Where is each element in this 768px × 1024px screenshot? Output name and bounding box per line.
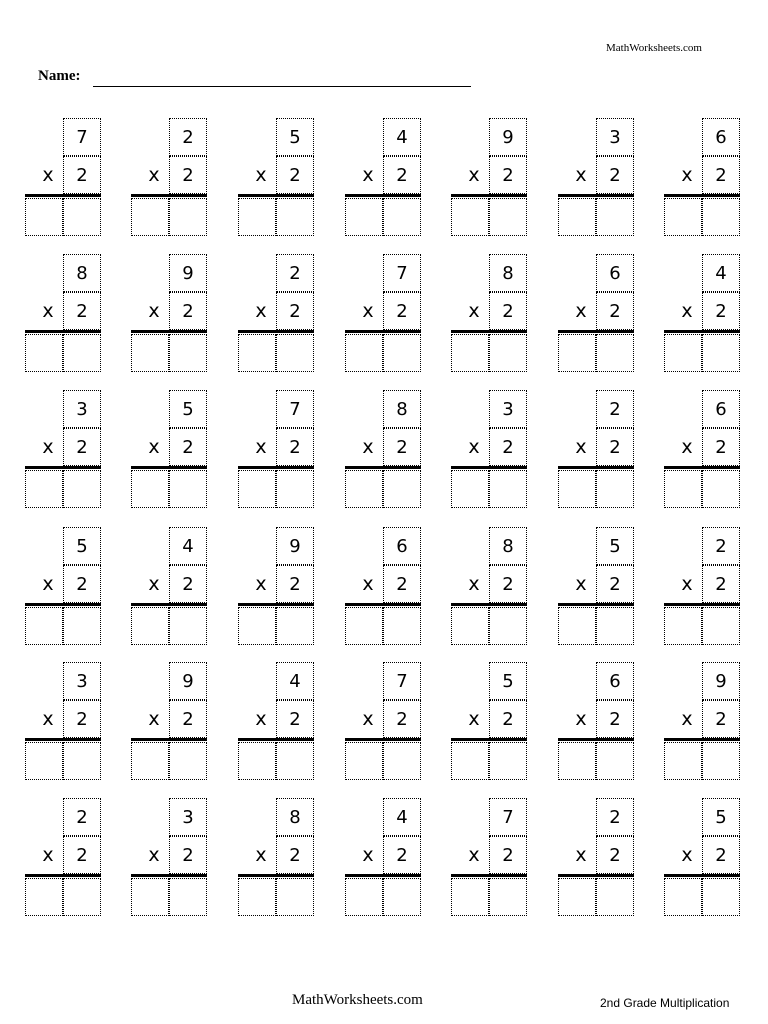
multiplier-box: 2: [63, 836, 101, 874]
answer-line: [345, 738, 421, 741]
multiplier-box: 2: [489, 156, 527, 194]
multiplicand-box: 9: [702, 662, 740, 700]
multiplicand-box: 7: [383, 254, 421, 292]
answer-ones-box[interactable]: [702, 742, 740, 780]
answer-tens-box[interactable]: [238, 607, 276, 645]
multiply-sign: x: [255, 573, 267, 595]
multiplier-box: 2: [489, 836, 527, 874]
multiplicand-box: 4: [276, 662, 314, 700]
multiplier-box: 2: [169, 156, 207, 194]
multiplicand-box: 6: [702, 118, 740, 156]
answer-tens-box[interactable]: [664, 198, 702, 236]
multiplier-box: 2: [169, 428, 207, 466]
answer-line: [451, 874, 527, 877]
multiply-sign: x: [148, 164, 160, 186]
answer-ones-box[interactable]: [383, 742, 421, 780]
answer-line: [25, 194, 101, 197]
multiplier-box: 2: [702, 565, 740, 603]
multiplicand-box: 5: [169, 390, 207, 428]
multiplicand-box: 3: [596, 118, 634, 156]
answer-ones-box[interactable]: [489, 470, 527, 508]
problem: [558, 662, 634, 782]
answer-tens-box[interactable]: [131, 470, 169, 508]
multiply-sign: x: [255, 844, 267, 866]
answer-tens-box[interactable]: [558, 742, 596, 780]
multiplicand-box: 7: [489, 798, 527, 836]
problem: [345, 527, 421, 647]
answer-ones-box[interactable]: [169, 742, 207, 780]
problem: [664, 662, 740, 782]
answer-line: [451, 194, 527, 197]
multiplier-box: 2: [169, 292, 207, 330]
multiplier-box: 2: [169, 565, 207, 603]
problem: [238, 254, 314, 374]
answer-tens-box[interactable]: [451, 742, 489, 780]
problem: [345, 662, 421, 782]
problem: [451, 390, 527, 510]
multiply-sign: x: [148, 844, 160, 866]
answer-tens-box[interactable]: [451, 878, 489, 916]
multiply-sign: x: [362, 573, 374, 595]
multiplicand-box: 2: [63, 798, 101, 836]
answer-line: [451, 738, 527, 741]
multiply-sign: x: [255, 708, 267, 730]
answer-ones-box[interactable]: [276, 198, 314, 236]
problem: [238, 390, 314, 510]
answer-ones-box[interactable]: [63, 334, 101, 372]
answer-tens-box[interactable]: [451, 334, 489, 372]
multiply-sign: x: [42, 164, 54, 186]
multiply-sign: x: [468, 844, 480, 866]
answer-tens-box[interactable]: [345, 607, 383, 645]
multiplier-box: 2: [596, 292, 634, 330]
multiply-sign: x: [468, 300, 480, 322]
multiply-sign: x: [42, 708, 54, 730]
multiplier-box: 2: [276, 700, 314, 738]
problem: [558, 798, 634, 918]
answer-tens-box[interactable]: [131, 878, 169, 916]
multiplier-box: 2: [63, 565, 101, 603]
answer-tens-box[interactable]: [451, 470, 489, 508]
multiplicand-box: 5: [596, 527, 634, 565]
answer-tens-box[interactable]: [238, 470, 276, 508]
answer-line: [25, 738, 101, 741]
multiply-sign: x: [148, 708, 160, 730]
answer-tens-box[interactable]: [345, 334, 383, 372]
answer-ones-box[interactable]: [596, 607, 634, 645]
answer-line: [664, 330, 740, 333]
answer-line: [131, 330, 207, 333]
multiplicand-box: 9: [169, 254, 207, 292]
multiplier-box: 2: [702, 700, 740, 738]
multiplicand-box: 9: [169, 662, 207, 700]
answer-line: [558, 874, 634, 877]
multiplicand-box: 5: [489, 662, 527, 700]
answer-ones-box[interactable]: [702, 198, 740, 236]
multiplicand-box: 2: [276, 254, 314, 292]
site-footer-text: MathWorksheets.com: [292, 992, 423, 1008]
answer-ones-box[interactable]: [63, 878, 101, 916]
answer-ones-box[interactable]: [169, 878, 207, 916]
answer-ones-box[interactable]: [276, 334, 314, 372]
multiplier-box: 2: [489, 700, 527, 738]
answer-line: [664, 603, 740, 606]
answer-tens-box[interactable]: [664, 470, 702, 508]
multiplicand-box: 7: [276, 390, 314, 428]
answer-tens-box[interactable]: [664, 878, 702, 916]
multiplier-box: 2: [276, 428, 314, 466]
answer-line: [238, 194, 314, 197]
multiplier-box: 2: [489, 292, 527, 330]
multiplicand-box: 6: [596, 662, 634, 700]
answer-line: [664, 466, 740, 469]
answer-line: [131, 874, 207, 877]
problem: [664, 527, 740, 647]
multiplier-box: 2: [169, 836, 207, 874]
answer-tens-box[interactable]: [558, 470, 596, 508]
multiply-sign: x: [42, 573, 54, 595]
multiplier-box: 2: [383, 156, 421, 194]
multiplier-box: 2: [276, 565, 314, 603]
answer-line: [664, 874, 740, 877]
multiply-sign: x: [575, 573, 587, 595]
problem: [664, 390, 740, 510]
answer-line: [131, 738, 207, 741]
answer-line: [345, 466, 421, 469]
answer-tens-box[interactable]: [25, 470, 63, 508]
multiplicand-box: 4: [383, 118, 421, 156]
multiplicand-box: 5: [276, 118, 314, 156]
problem: [451, 527, 527, 647]
multiply-sign: x: [42, 436, 54, 458]
answer-line: [664, 738, 740, 741]
multiplier-box: 2: [276, 836, 314, 874]
answer-tens-box[interactable]: [25, 878, 63, 916]
multiply-sign: x: [468, 436, 480, 458]
answer-ones-box[interactable]: [169, 198, 207, 236]
multiply-sign: x: [148, 436, 160, 458]
answer-ones-box[interactable]: [276, 742, 314, 780]
multiplicand-box: 9: [489, 118, 527, 156]
multiply-sign: x: [42, 300, 54, 322]
answer-tens-box[interactable]: [451, 607, 489, 645]
answer-ones-box[interactable]: [596, 334, 634, 372]
multiply-sign: x: [362, 300, 374, 322]
multiplicand-box: 6: [596, 254, 634, 292]
answer-line: [345, 194, 421, 197]
answer-tens-box[interactable]: [25, 334, 63, 372]
answer-line: [558, 194, 634, 197]
answer-tens-box[interactable]: [238, 198, 276, 236]
multiplier-box: 2: [596, 836, 634, 874]
answer-tens-box[interactable]: [238, 878, 276, 916]
answer-tens-box[interactable]: [451, 198, 489, 236]
problem: [451, 798, 527, 918]
multiplier-box: 2: [383, 428, 421, 466]
problem: [345, 390, 421, 510]
problem: [345, 254, 421, 374]
problem: [131, 254, 207, 374]
problem: [558, 527, 634, 647]
multiply-sign: x: [468, 573, 480, 595]
answer-tens-box[interactable]: [345, 742, 383, 780]
answer-ones-box[interactable]: [276, 607, 314, 645]
multiplier-box: 2: [702, 428, 740, 466]
problem: [25, 662, 101, 782]
answer-ones-box[interactable]: [383, 607, 421, 645]
multiplicand-box: 2: [702, 527, 740, 565]
multiply-sign: x: [575, 844, 587, 866]
problem: [131, 662, 207, 782]
answer-tens-box[interactable]: [131, 742, 169, 780]
multiply-sign: x: [255, 300, 267, 322]
multiply-sign: x: [362, 436, 374, 458]
problem: [238, 118, 314, 238]
multiplicand-box: 8: [383, 390, 421, 428]
multiplier-box: 2: [63, 292, 101, 330]
problem: [558, 118, 634, 238]
answer-ones-box[interactable]: [596, 470, 634, 508]
multiplicand-box: 3: [169, 798, 207, 836]
multiplicand-box: 4: [383, 798, 421, 836]
answer-tens-box[interactable]: [25, 742, 63, 780]
answer-line: [664, 194, 740, 197]
problem: [25, 254, 101, 374]
multiply-sign: x: [681, 573, 693, 595]
answer-line: [131, 603, 207, 606]
answer-ones-box[interactable]: [702, 607, 740, 645]
answer-line: [558, 738, 634, 741]
answer-line: [451, 466, 527, 469]
answer-ones-box[interactable]: [702, 878, 740, 916]
answer-line: [25, 466, 101, 469]
multiplicand-box: 7: [63, 118, 101, 156]
multiply-sign: x: [255, 436, 267, 458]
answer-tens-box[interactable]: [558, 878, 596, 916]
multiplier-box: 2: [169, 700, 207, 738]
answer-tens-box[interactable]: [131, 607, 169, 645]
answer-tens-box[interactable]: [664, 607, 702, 645]
multiply-sign: x: [681, 436, 693, 458]
answer-line: [238, 330, 314, 333]
multiplier-box: 2: [702, 292, 740, 330]
problem: [664, 254, 740, 374]
multiplier-box: 2: [489, 565, 527, 603]
problem: [451, 662, 527, 782]
multiplicand-box: 5: [63, 527, 101, 565]
multiplicand-box: 9: [276, 527, 314, 565]
answer-tens-box[interactable]: [345, 470, 383, 508]
answer-tens-box[interactable]: [558, 607, 596, 645]
multiplicand-box: 3: [63, 662, 101, 700]
problem: [25, 390, 101, 510]
multiply-sign: x: [681, 708, 693, 730]
multiplier-box: 2: [596, 700, 634, 738]
multiplier-box: 2: [276, 292, 314, 330]
multiply-sign: x: [681, 164, 693, 186]
problem: [664, 798, 740, 918]
answer-line: [25, 330, 101, 333]
problem: [131, 527, 207, 647]
multiplicand-box: 2: [596, 798, 634, 836]
answer-line: [25, 874, 101, 877]
answer-tens-box[interactable]: [25, 607, 63, 645]
multiply-sign: x: [148, 573, 160, 595]
multiply-sign: x: [362, 708, 374, 730]
answer-ones-box[interactable]: [276, 470, 314, 508]
multiply-sign: x: [681, 844, 693, 866]
answer-ones-box[interactable]: [702, 470, 740, 508]
multiply-sign: x: [468, 708, 480, 730]
answer-ones-box[interactable]: [383, 470, 421, 508]
answer-tens-box[interactable]: [131, 198, 169, 236]
problem: [558, 254, 634, 374]
answer-ones-box[interactable]: [169, 470, 207, 508]
problem: [345, 118, 421, 238]
problem: [238, 527, 314, 647]
problem: [25, 798, 101, 918]
answer-ones-box[interactable]: [596, 198, 634, 236]
answer-line: [238, 603, 314, 606]
multiplier-box: 2: [383, 700, 421, 738]
problem: [131, 390, 207, 510]
answer-ones-box[interactable]: [63, 470, 101, 508]
multiplicand-box: 3: [489, 390, 527, 428]
answer-tens-box[interactable]: [558, 198, 596, 236]
problem: [25, 118, 101, 238]
problem: [451, 118, 527, 238]
multiplier-box: 2: [702, 836, 740, 874]
multiply-sign: x: [575, 436, 587, 458]
answer-line: [238, 874, 314, 877]
answer-tens-box[interactable]: [25, 198, 63, 236]
answer-ones-box[interactable]: [383, 878, 421, 916]
problem: [238, 798, 314, 918]
multiply-sign: x: [575, 164, 587, 186]
multiply-sign: x: [681, 300, 693, 322]
answer-tens-box[interactable]: [345, 198, 383, 236]
problem: [451, 254, 527, 374]
answer-ones-box[interactable]: [489, 878, 527, 916]
answer-ones-box[interactable]: [489, 742, 527, 780]
answer-line: [131, 466, 207, 469]
multiplicand-box: 4: [702, 254, 740, 292]
answer-ones-box[interactable]: [169, 334, 207, 372]
subject-label: 2nd Grade Multiplication: [600, 996, 730, 1010]
answer-ones-box[interactable]: [489, 198, 527, 236]
answer-ones-box[interactable]: [596, 878, 634, 916]
site-header-text: MathWorksheets.com: [606, 42, 702, 54]
multiply-sign: x: [148, 300, 160, 322]
multiply-sign: x: [362, 844, 374, 866]
multiplicand-box: 2: [169, 118, 207, 156]
multiplier-box: 2: [489, 428, 527, 466]
multiplier-box: 2: [383, 292, 421, 330]
multiplicand-box: 4: [169, 527, 207, 565]
multiplier-box: 2: [702, 156, 740, 194]
answer-line: [238, 466, 314, 469]
multiplier-box: 2: [63, 700, 101, 738]
multiply-sign: x: [42, 844, 54, 866]
answer-tens-box[interactable]: [664, 334, 702, 372]
answer-line: [558, 466, 634, 469]
multiplicand-box: 8: [63, 254, 101, 292]
multiplier-box: 2: [383, 565, 421, 603]
answer-ones-box[interactable]: [596, 742, 634, 780]
answer-tens-box[interactable]: [131, 334, 169, 372]
multiplier-box: 2: [276, 156, 314, 194]
multiplicand-box: 6: [383, 527, 421, 565]
answer-tens-box[interactable]: [238, 334, 276, 372]
answer-tens-box[interactable]: [558, 334, 596, 372]
multiplicand-box: 7: [383, 662, 421, 700]
answer-line: [238, 738, 314, 741]
problem: [345, 798, 421, 918]
multiplier-box: 2: [63, 156, 101, 194]
multiplicand-box: 3: [63, 390, 101, 428]
problem: [131, 118, 207, 238]
multiplier-box: 2: [596, 565, 634, 603]
multiplier-box: 2: [383, 836, 421, 874]
answer-line: [131, 194, 207, 197]
answer-line: [558, 603, 634, 606]
answer-ones-box[interactable]: [383, 334, 421, 372]
answer-line: [558, 330, 634, 333]
problem: [25, 527, 101, 647]
answer-ones-box[interactable]: [383, 198, 421, 236]
multiplicand-box: 8: [489, 527, 527, 565]
problem: [664, 118, 740, 238]
answer-line: [451, 603, 527, 606]
multiplicand-box: 5: [702, 798, 740, 836]
problem: [238, 662, 314, 782]
multiply-sign: x: [255, 164, 267, 186]
multiply-sign: x: [575, 300, 587, 322]
multiply-sign: x: [362, 164, 374, 186]
answer-ones-box[interactable]: [63, 198, 101, 236]
answer-ones-box[interactable]: [489, 607, 527, 645]
answer-ones-box[interactable]: [702, 334, 740, 372]
multiplicand-box: 8: [276, 798, 314, 836]
answer-ones-box[interactable]: [63, 742, 101, 780]
name-label: Name:: [38, 68, 81, 84]
answer-line: [345, 603, 421, 606]
answer-tens-box[interactable]: [238, 742, 276, 780]
answer-line: [345, 330, 421, 333]
multiplicand-box: 8: [489, 254, 527, 292]
multiplier-box: 2: [63, 428, 101, 466]
multiplicand-box: 6: [702, 390, 740, 428]
answer-ones-box[interactable]: [63, 607, 101, 645]
multiply-sign: x: [468, 164, 480, 186]
answer-line: [451, 330, 527, 333]
answer-line: [345, 874, 421, 877]
problem: [558, 390, 634, 510]
answer-ones-box[interactable]: [489, 334, 527, 372]
problem: [131, 798, 207, 918]
answer-ones-box[interactable]: [276, 878, 314, 916]
multiplier-box: 2: [596, 428, 634, 466]
multiplicand-box: 2: [596, 390, 634, 428]
answer-ones-box[interactable]: [169, 607, 207, 645]
answer-line: [25, 603, 101, 606]
answer-tens-box[interactable]: [664, 742, 702, 780]
multiplier-box: 2: [596, 156, 634, 194]
answer-tens-box[interactable]: [345, 878, 383, 916]
multiply-sign: x: [575, 708, 587, 730]
